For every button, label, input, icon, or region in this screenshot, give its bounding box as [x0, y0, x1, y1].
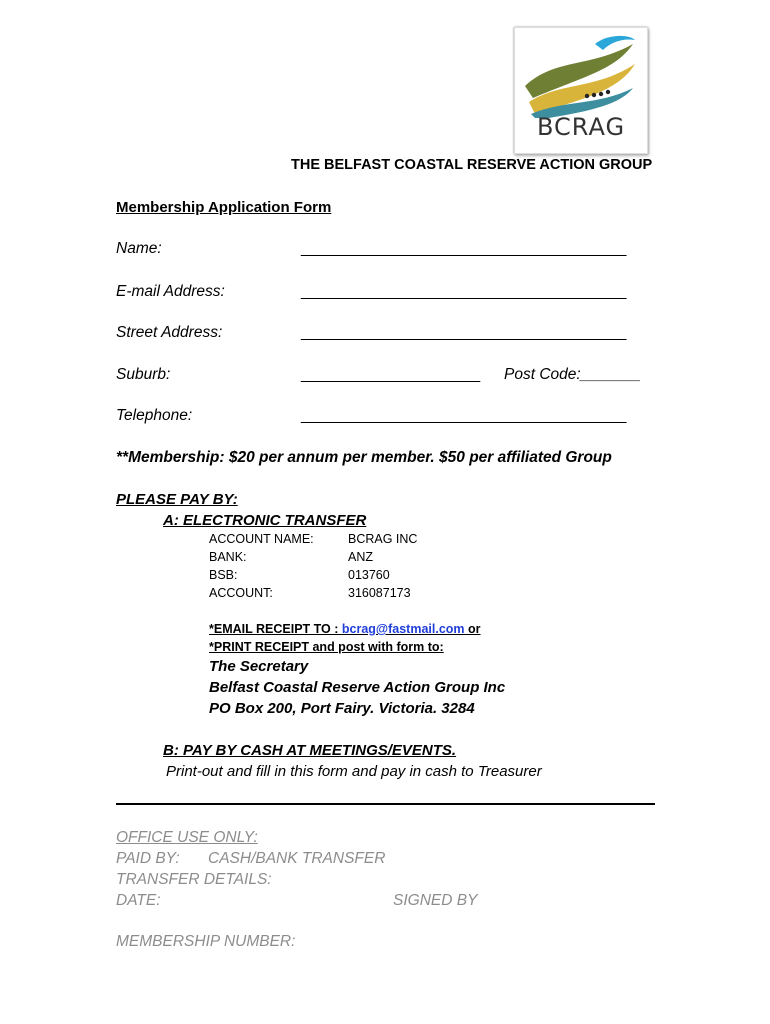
email-receipt-prefix: *EMAIL RECEIPT TO :	[209, 622, 342, 636]
logo-text: BCRAG	[536, 113, 626, 141]
address-line-3: PO Box 200, Port Fairy. Victoria. 3284	[209, 700, 475, 717]
cash-heading: B: PAY BY CASH AT MEETINGS/EVENTS.	[163, 742, 457, 759]
name-blank[interactable]: ________________________________________	[301, 240, 626, 257]
address-line-1: The Secretary	[209, 658, 309, 675]
print-receipt-line: *PRINT RECEIPT and post with form to:	[209, 640, 444, 654]
postcode-field[interactable]: Post Code:_______	[504, 366, 642, 383]
suburb-label: Suburb:	[116, 366, 171, 383]
signed-by-label: SIGNED BY	[393, 892, 478, 909]
email-receipt-suffix: or	[464, 622, 481, 636]
email-label: E-mail Address:	[116, 283, 225, 300]
email-blank[interactable]: ________________________________________	[301, 283, 626, 300]
email-receipt-line	[209, 622, 481, 636]
membership-number-label: MEMBERSHIP NUMBER:	[116, 933, 296, 950]
street-label: Street Address:	[116, 324, 223, 341]
bcrag-logo	[514, 27, 648, 154]
transfer-details: TRANSFER DETAILS:	[116, 871, 272, 888]
bsb-value: 013760	[348, 568, 390, 582]
electronic-heading: A: ELECTRONIC TRANSFER	[163, 512, 367, 529]
membership-note: **Membership: $20 per annum per member. $50 per affiliated Group	[116, 449, 612, 466]
pay-heading: PLEASE PAY BY:	[116, 491, 238, 508]
account-name-label: ACCOUNT NAME:	[209, 532, 314, 546]
bsb-label: BSB:	[209, 568, 238, 582]
form-title: Membership Application Form	[116, 199, 332, 216]
account-name-value: BCRAG INC	[348, 532, 418, 546]
telephone-label: Telephone:	[116, 407, 193, 424]
paid-by-label: PAID BY:	[116, 850, 180, 867]
email-link[interactable]: bcrag@fastmail.com	[341, 622, 465, 636]
address-line-2: Belfast Coastal Reserve Action Group Inc	[209, 679, 506, 696]
office-heading: OFFICE USE ONLY:	[116, 829, 258, 846]
bcrag-wave-icon	[515, 28, 647, 118]
street-blank[interactable]: ________________________________________	[301, 324, 626, 341]
account-value: 316087173	[348, 586, 411, 600]
bank-label: BANK:	[209, 550, 247, 564]
telephone-blank[interactable]: ________________________________________	[301, 407, 626, 424]
cash-note: Print-out and fill in this form and pay in cash to Treasurer	[166, 763, 542, 780]
divider	[116, 803, 655, 805]
bank-value: ANZ	[348, 550, 373, 564]
suburb-blank[interactable]: ______________________	[301, 366, 480, 383]
date-label: DATE:	[116, 892, 161, 909]
name-label: Name:	[116, 240, 162, 257]
account-label: ACCOUNT:	[209, 586, 273, 600]
org-title: THE BELFAST COASTAL RESERVE ACTION GROUP	[291, 157, 653, 173]
paid-by-value: CASH/BANK TRANSFER	[208, 850, 386, 867]
